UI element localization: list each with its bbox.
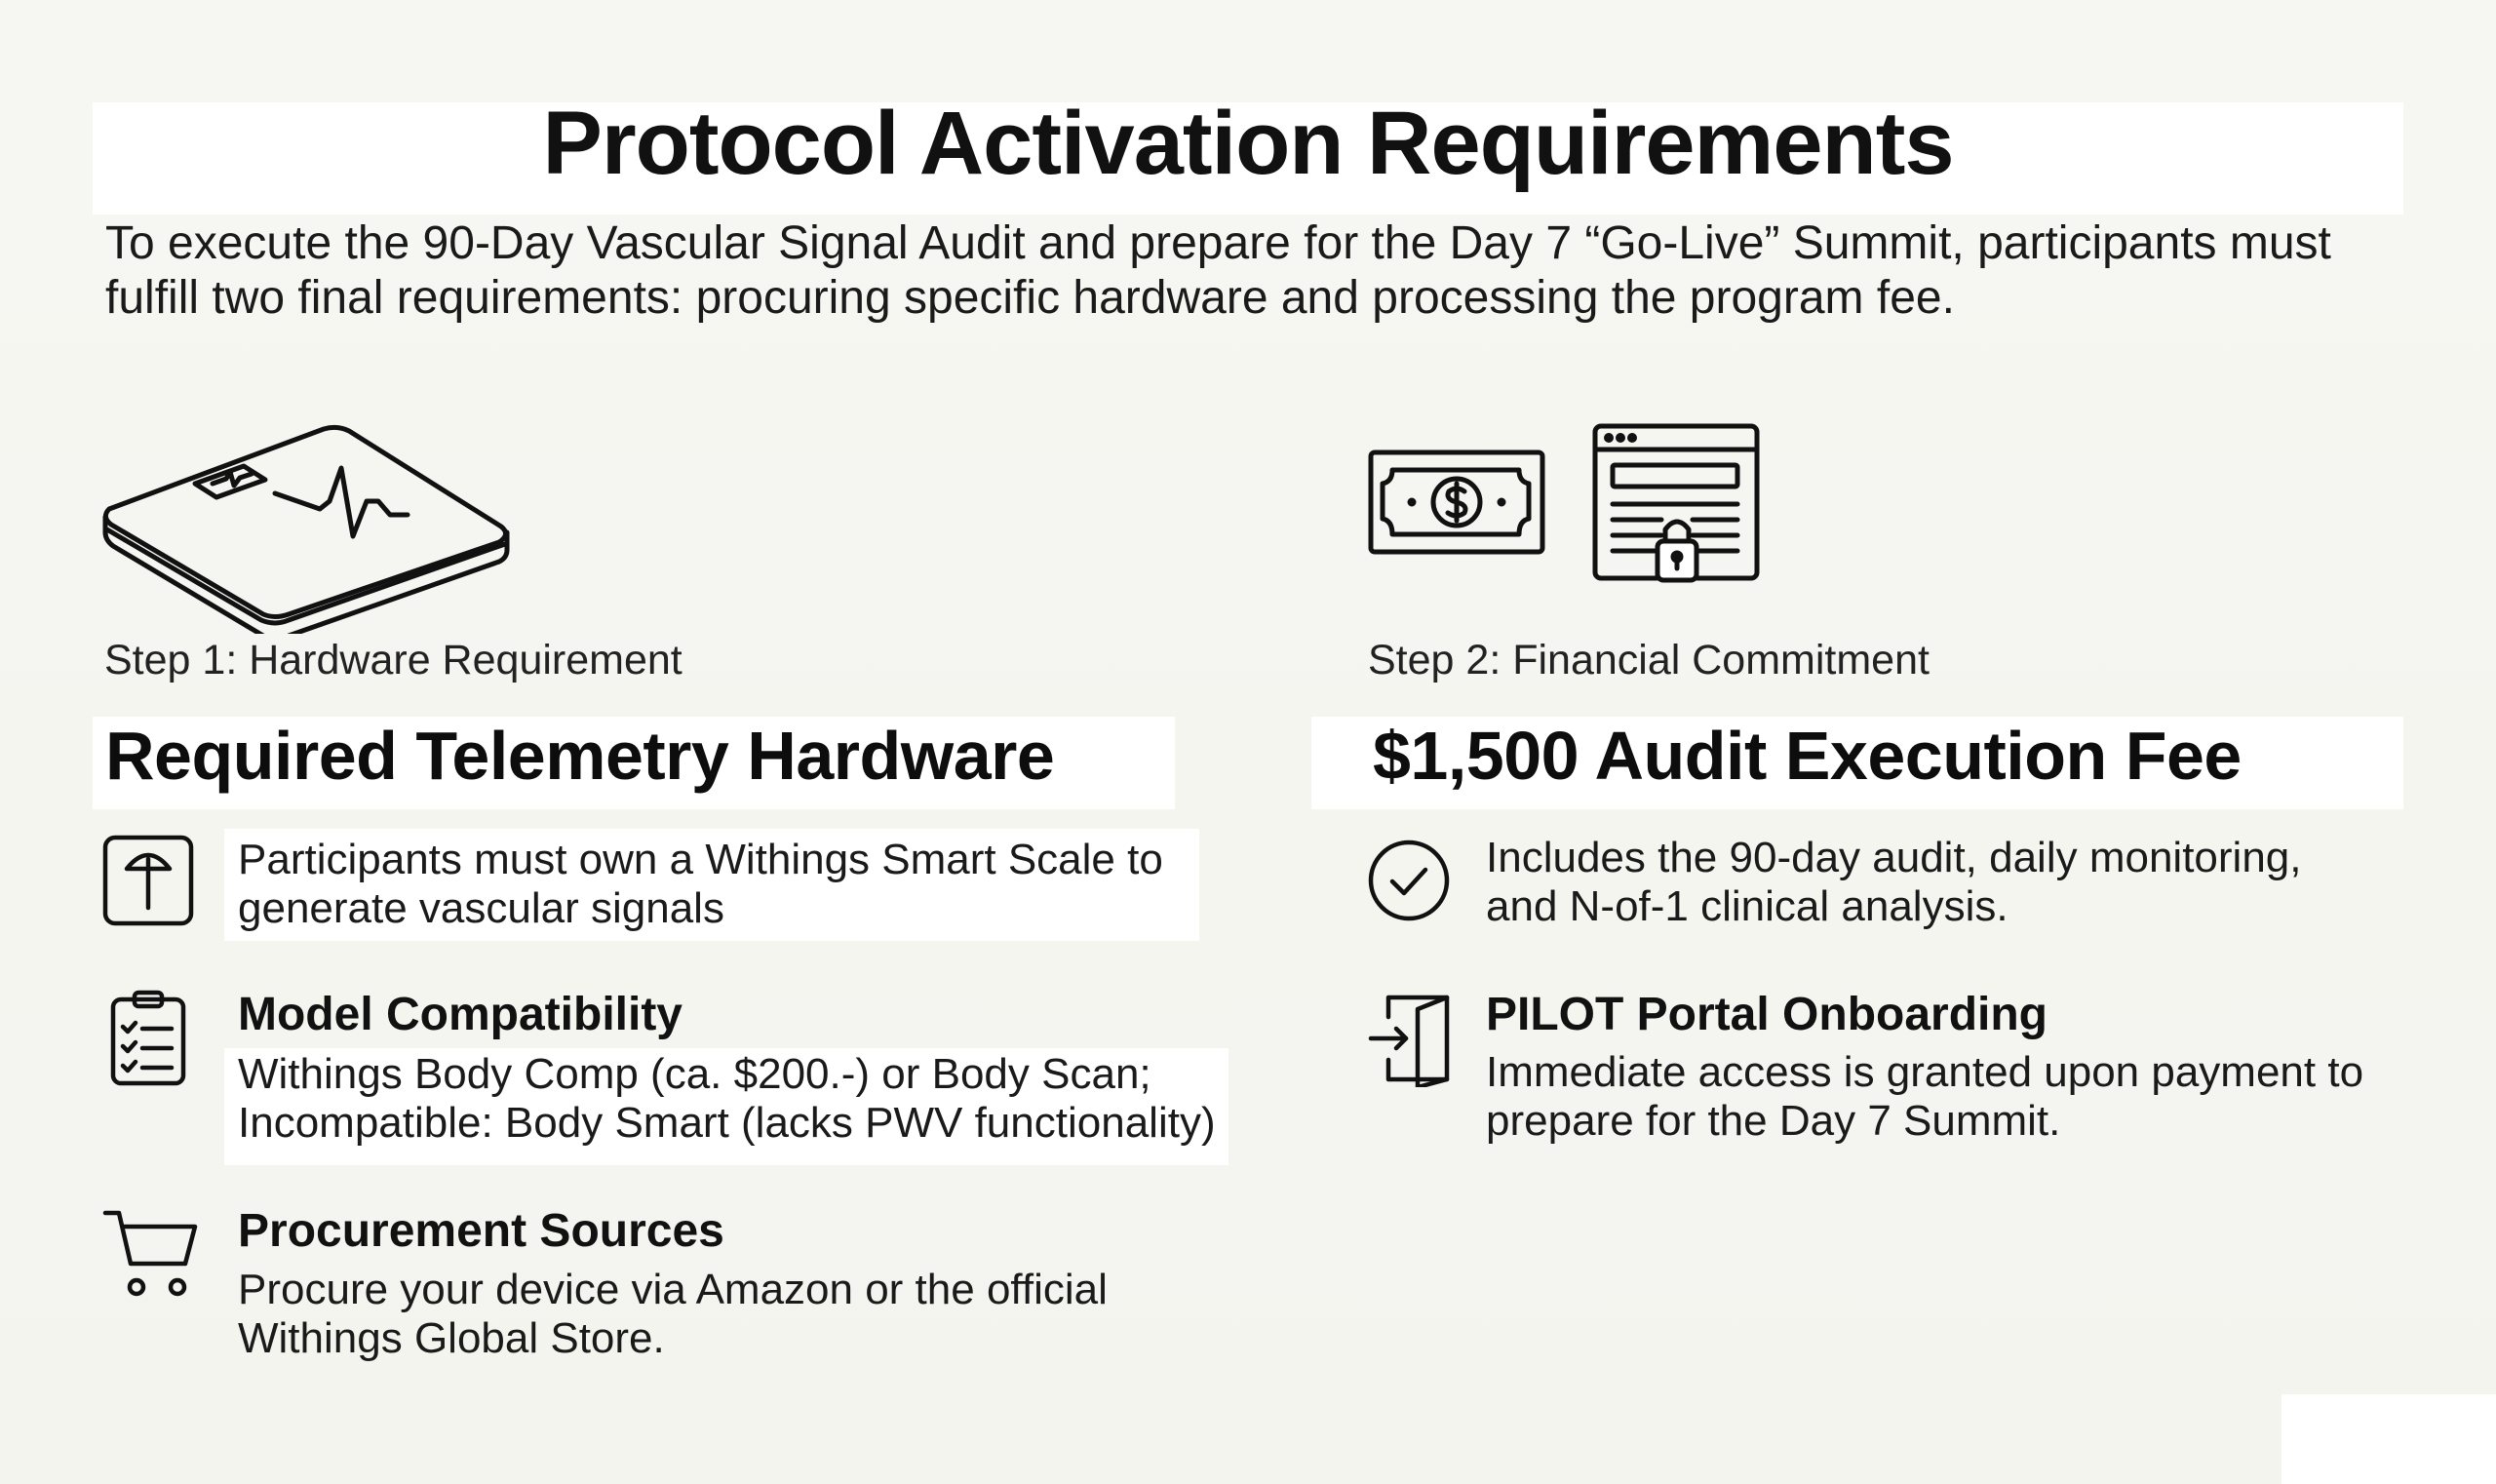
step2-item2-heading: PILOT Portal Onboarding bbox=[1486, 989, 2048, 1040]
step2-label: Step 2: Financial Commitment bbox=[1368, 637, 1930, 683]
step1-item3-text: Procure your device via Amazon or the official Withings Global Store. bbox=[238, 1266, 1108, 1362]
login-door-icon bbox=[1367, 990, 1455, 1087]
clipboard-checklist-icon bbox=[109, 990, 187, 1087]
secure-browser-lock-icon bbox=[1591, 422, 1762, 598]
step1-item2-text: Withings Body Comp (ca. $200.-) or Body Scan; Incompatible: Body Smart (lacks PWV functionality) bbox=[238, 1050, 1216, 1147]
corner-patch bbox=[2282, 1394, 2496, 1484]
step1-item3-heading: Procurement Sources bbox=[238, 1205, 724, 1257]
smart-scale-icon bbox=[98, 419, 517, 634]
check-circle-icon bbox=[1367, 839, 1451, 922]
shopping-cart-icon bbox=[101, 1207, 199, 1301]
step1-label: Step 1: Hardware Requirement bbox=[104, 637, 682, 683]
step1-title: Required Telemetry Hardware bbox=[105, 718, 1055, 794]
step2-item1-text: Includes the 90-day audit, daily monitoring, and N-of-1 clinical analysis. bbox=[1486, 834, 2302, 930]
intro-paragraph: To execute the 90-Day Vascular Signal Audit and prepare for the Day 7 “Go-Live” Summit, participants must fulfill two final requirements: procuring specific hardware and processing the program fee. bbox=[105, 217, 2331, 324]
step1-item1-text: Participants must own a Withings Smart Scale to generate vascular signals bbox=[238, 836, 1163, 932]
step2-title: $1,500 Audit Execution Fee bbox=[1373, 718, 2242, 794]
page-title: Protocol Activation Requirements bbox=[542, 94, 1954, 193]
scale-outline-icon bbox=[101, 834, 195, 927]
step1-item2-heading: Model Compatibility bbox=[238, 989, 682, 1040]
dollar-bill-icon bbox=[1367, 449, 1547, 556]
step2-item2-text: Immediate access is granted upon payment to prepare for the Day 7 Summit. bbox=[1486, 1048, 2364, 1145]
